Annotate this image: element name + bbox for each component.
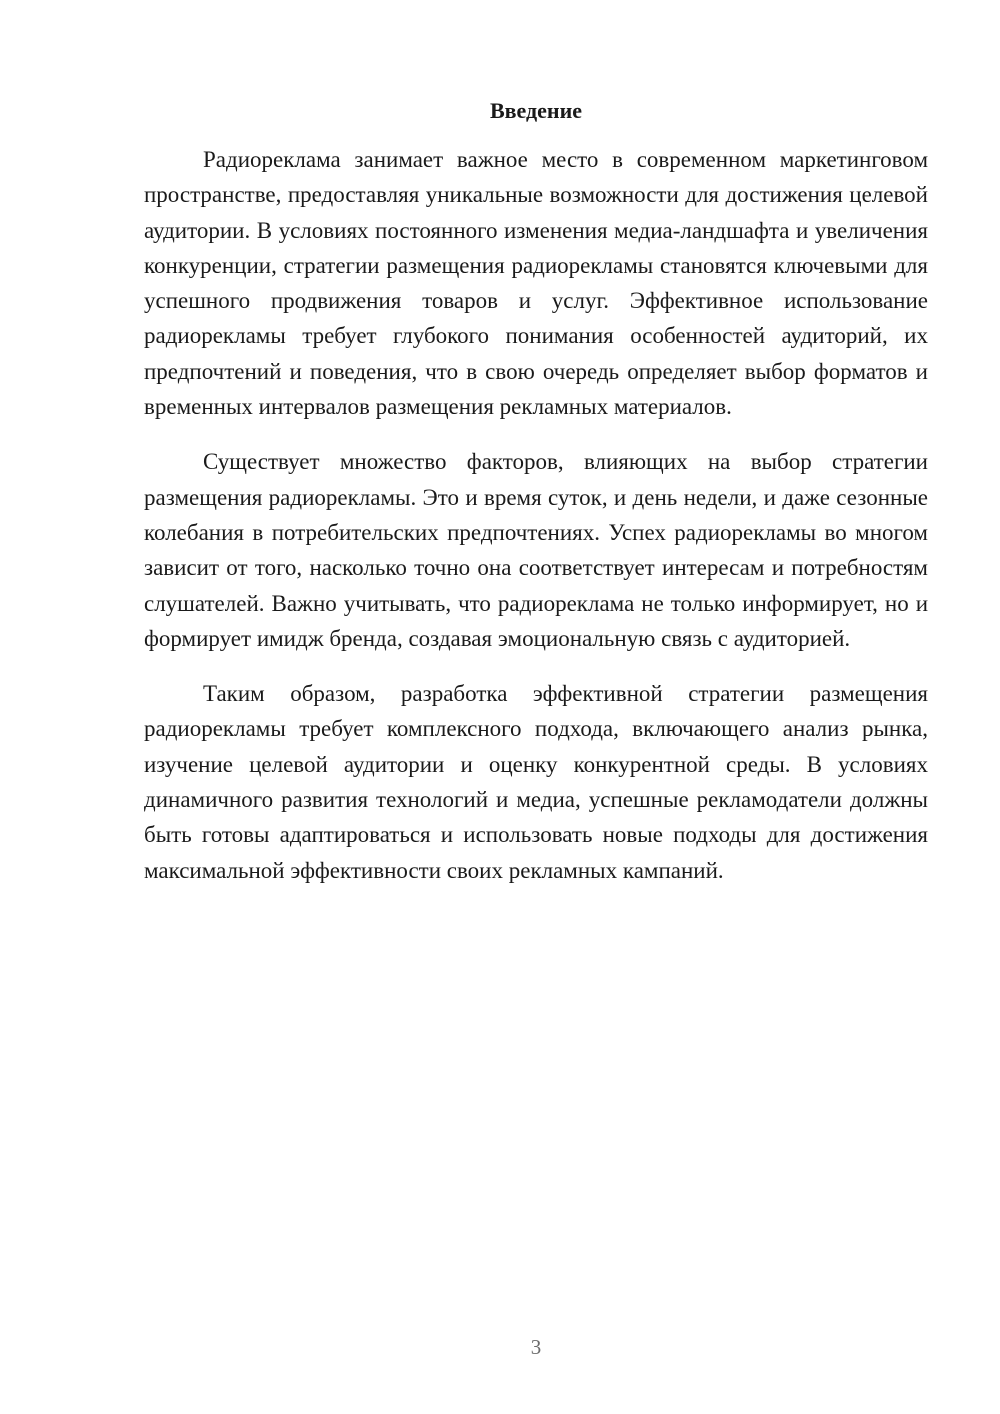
paragraph-3: Таким образом, разработка эффективной стратегии размещения радиорекламы требует комплексного подхода, включающего анализ рынка, изучение целевой аудитории и оценку конкурентной среды. В условиях динамичного развития технологий и медиа, успешные рекламодатели должны быть готовы адаптироваться и использовать новые подходы для достижения максимальной эффективности своих рекламных кампаний. <box>144 681 928 883</box>
document-body <box>144 142 928 888</box>
page-number: 3 <box>530 1335 542 1359</box>
paragraph-1: Радиореклама занимает важное место в современном маркетинговом пространстве, предоставляя уникальные возможности для достижения целевой аудитории. В условиях постоянного изменения медиа-ландшафта и увеличения конкуренции, стратегии размещения радиорекламы становятся ключевыми для успешного продвижения товаров и услуг. Эффективное использование радиорекламы требует глубокого понимания особенностей аудиторий, их предпочтений и поведения, что в свою очередь определяет выбор форматов и временных интервалов размещения рекламных материалов. <box>144 147 928 420</box>
page-title: Введение <box>489 98 583 123</box>
paragraph-2: Существует множество факторов, влияющих на выбор стратегии размещения радиорекламы. Это и время суток, и день недели, и даже сезонные колебания в потребительских предпочтениях. Успех радиорекламы во многом зависит от того, насколько точно она соответствует интересам и потребностям слушателей. Важно учитывать, что радиореклама не только информирует, но и формирует имидж бренда, создавая эмоциональную связь с аудиторией. <box>144 449 928 651</box>
